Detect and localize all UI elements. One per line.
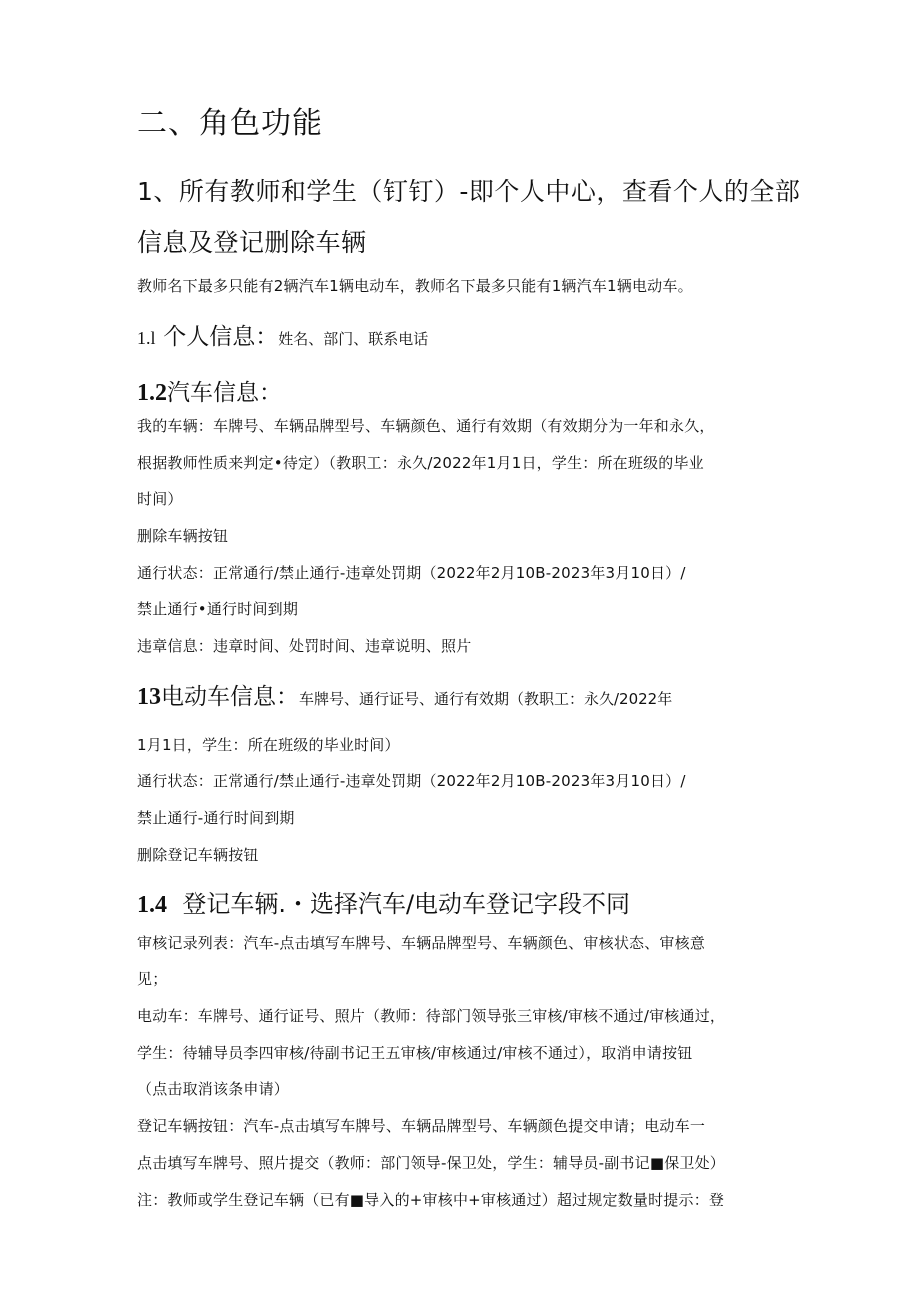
section-1-4-line: 审核记录列表：汽车-点击填写车牌号、车辆品牌型号、车辆颜色、审核状态、审核意 — [137, 934, 706, 952]
section-1-2-line: 根据教师性质来判定•待定）（教职工：永久/2022年1月1日，学生：所在班级的毕业 — [137, 454, 704, 472]
section-1-2-line: 我的车辆：车牌号、车辆品牌型号、车辆颜色、通行有效期（有效期分为一年和永久， — [137, 417, 715, 435]
section-1-2-line: 删除车辆按钮 — [137, 527, 229, 545]
section-1-1-number: 1.l — [137, 328, 156, 348]
section-1-3-text: 车牌号、通行证号、通行有效期（教职工：永久/2022年 — [299, 690, 673, 708]
section-1-2-heading — [137, 374, 282, 407]
section-1-2-line: 通行状态：正常通行/禁止通行-违章处罚期（2022年2月10B-2023年3月10日）/ — [137, 564, 686, 582]
section-1-4-line: 学生：待辅导员李四审核/待副书记王五审核/审核通过/审核不通过），取消申请按钮 — [137, 1044, 693, 1062]
section-1-3-line: 1月1日，学生：所在班级的毕业时间） — [137, 736, 400, 754]
section-1-4-heading — [137, 884, 630, 919]
section-1-4-line: （点击取消该条申请） — [137, 1080, 290, 1098]
section-1-3-title: 电动车信息： — [161, 684, 299, 710]
section-1-4-line: 登记车辆按钮：汽车-点击填写车牌号、车辆品牌型号、车辆颜色提交申请；电动车一 — [137, 1117, 706, 1135]
section-1-3-line: 通行状态：正常通行/禁止通行-违章处罚期（2022年2月10B-2023年3月10日）/ — [137, 772, 686, 790]
section-1-2-line: 禁止通行•通行时间到期 — [137, 600, 299, 618]
section-1-title-line-1: 1、所有教师和学生（钉钉）-即个人中心，查看个人的全部 — [137, 177, 801, 206]
section-1-1-text: 姓名、部门、联系电话 — [278, 330, 429, 348]
section-1-4-number: 1.4 — [137, 892, 167, 918]
section-1-2-title: 汽车信息： — [167, 380, 282, 406]
section-title: 二、角色功能 — [137, 106, 323, 141]
section-1-4-line: 见； — [137, 970, 168, 988]
section-1-4-line: 点击填写车牌号、照片提交（教师：部门领导-保卫处，学生：辅导员-副书记■保卫处） — [137, 1154, 726, 1172]
section-1-1-heading — [137, 318, 428, 351]
section-1-2-line: 违章信息：违章时间、处罚时间、违章说明、照片 — [137, 637, 472, 655]
section-1-3-heading — [137, 678, 672, 711]
section-1-2-line: 时间） — [137, 490, 183, 508]
section-1-4-line: 注：教师或学生登记车辆（已有■导入的+审核中+审核通过）超过规定数量时提示：登 — [137, 1191, 725, 1209]
section-1-note: 教师名下最多只能有2辆汽车1辆电动车，教师名下最多只能有1辆汽车1辆电动车。 — [137, 277, 693, 295]
section-1-3-number: 13 — [137, 684, 161, 710]
section-1-3-line: 禁止通行-通行时间到期 — [137, 809, 295, 827]
section-1-1-title: 个人信息： — [163, 324, 279, 350]
section-1-2-number: 1.2 — [137, 380, 167, 406]
section-1-4-title: 登记车辆.・选择汽车/电动车登记字段不同 — [182, 890, 631, 918]
section-1-3-line: 删除登记车辆按钮 — [137, 846, 259, 864]
section-1-4-line: 电动车：车牌号、通行证号、照片（教师：待部门领导张三审核/审核不通过/审核通过， — [137, 1007, 726, 1025]
section-1-title-line-2: 信息及登记删除车辆 — [137, 228, 367, 257]
